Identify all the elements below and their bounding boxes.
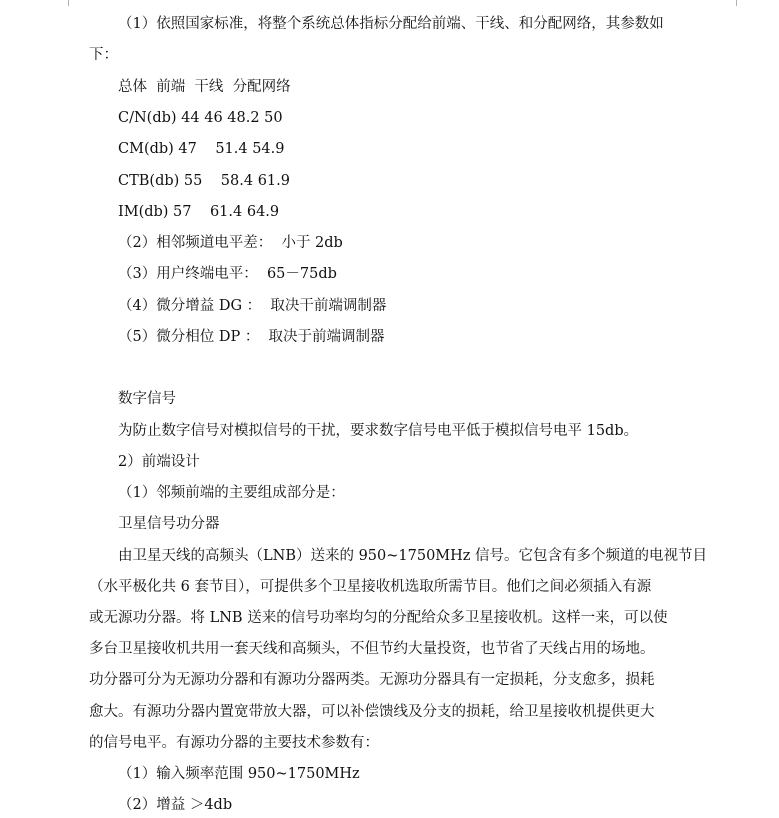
page-corner-mark-right [736,0,743,6]
paragraph-line: 的信号电平。有源功分器的主要技术参数有： [89,735,379,751]
table-header-line: 总体 前端 干线 分配网络 [118,79,291,95]
paragraph-line: 多台卫星接收机共用一套天线和高频头，不但节约大量投资，也节省了天线占用的场地。 [89,641,655,657]
table-row-line: IM(db) 57 61.4 64.9 [118,204,280,220]
list-item-line: （2）相邻频道电平差： 小于 2db [118,235,343,251]
paragraph-line: （1）依照国家标准，将整个系统总体指标分配给前端、干线、和分配网络，其参数如 [118,16,664,32]
paragraph-line: 或无源功分器。将 LNB 送来的信号功率均匀的分配给众多卫星接收机。这样一来，可以使 [89,610,668,626]
table-row-line: C/N(db) 44 46 48.2 50 [118,110,283,126]
table-row-line: CTB(db) 55 58.4 61.9 [118,173,290,189]
list-item-line: （4）微分增益 DG ： 取决干前端调制器 [118,298,387,314]
paragraph-line: 为防止数字信号对模拟信号的干扰，要求数字信号电平低于模拟信号电平 15db。 [118,423,639,439]
list-item-line: （1）邻频前端的主要组成部分是： [118,485,345,501]
list-item-line: （5）微分相位 DP ： 取决于前端调制器 [118,329,385,345]
paragraph-line: 由卫星天线的高频头（LNB）送来的 950~1750MHz 信号。它包含有多个频道的电视节目 [118,548,708,564]
table-row-line: CM(db) 47 51.4 54.9 [118,141,285,157]
list-item-line: （3）用户终端电平： 65－75db [118,266,337,282]
paragraph-line: 愈大。有源功分器内置宽带放大器，可以补偿馈线及分支的损耗，给卫星接收机提供更大 [89,704,655,720]
list-item-line: （2）增益 ＞4db [118,797,233,813]
list-item-line: （1）输入频率范围 950~1750MHz [118,766,360,782]
paragraph-line: 功分器可分为无源功分器和有源功分器两类。无源功分器具有一定损耗，分支愈多，损耗 [89,672,655,688]
paragraph-line: （水平极化共 6 套节目），可提供多个卫星接收机选取所需节目。他们之间必须插入有源 [89,579,652,595]
paragraph-line: 下： [89,47,118,63]
section-heading: 数字信号 [118,391,176,407]
page-corner-mark-left [62,0,69,6]
section-heading: 2）前端设计 [118,454,200,470]
section-heading: 卫星信号功分器 [118,516,220,532]
